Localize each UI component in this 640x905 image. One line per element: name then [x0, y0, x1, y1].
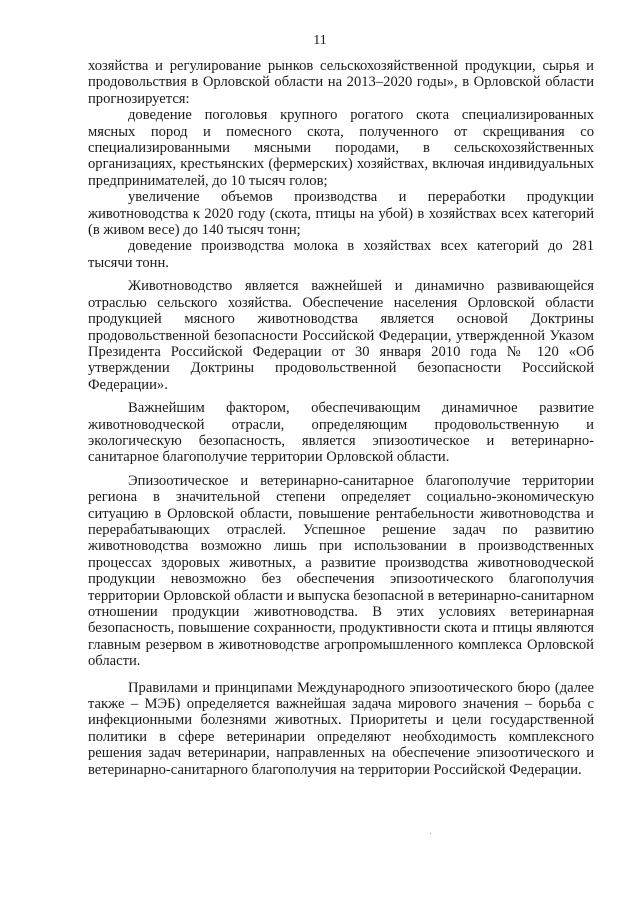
paragraph-cattle-target: доведение поголовья крупного рогатого скота специализированных мясных пород и помесного скота, полученного от скрещивания со специализированными мясными породами, в сельскохозяйственных организациях, крестьянских (фермерских) хозяйствах, включая индивидуальных предпринимателей, до 10 тысяч голов;: [88, 107, 594, 189]
paragraph-key-factor: Важнейшим фактором, обеспечивающим динамичное развитие животноводческой отрасли, определяющим продовольственную и экологическую безопасность, является эпизоотическое и ветеринарно-санитарное благополучие территории Орловской области.: [88, 400, 594, 466]
paragraph-program-forecast: хозяйства и регулирование рынков сельскохозяйственной продукции, сырья и продовольствия в Орловской области на 2013–2020 годы», в Орловской области прогнозируется:: [88, 58, 594, 107]
paragraph-livestock-importance: Животноводство является важнейшей и динамично развивающейся отраслью сельского хозяйства. Обеспечение населения Орловской области продукцией мясного животноводства является основой Доктрины продовольственной безопасности Российской Федерации, утвержденной Указом Президента Российской Федерации от 30 января 2010 года № 120 «Об утверждении Доктрины продовольственной безопасности Российской Федерации».: [88, 278, 594, 393]
paragraph-meat-production-target: увеличение объемов производства и переработки продукции животноводства к 2020 году (скота, птицы на убой) в хозяйствах всех категорий (в живом весе) до 140 тысяч тонн;: [88, 189, 594, 239]
page-number: 11: [313, 33, 327, 48]
scan-speck: [430, 833, 431, 834]
paragraph-oie-rules: Правилами и принципами Международного эпизоотического бюро (далее также – МЭБ) определяется важнейшая задача мирового значения – борьба с инфекционными болезнями животных. Приоритеты и цели государственной политики в сфере ветеринарии определяют необходимость комплексного решения задач ветеринарии, направленных на обеспечение эпизоотического и ветеринарно-санитарного благополучия на территории Российской Федерации.: [88, 679, 594, 778]
paragraph-veterinary-wellbeing: Эпизоотическое и ветеринарно-санитарное благополучие территории региона в значительной степени определяет социально-экономическую ситуацию в Орловской области, повышение рентабельности животноводства и перерабатывающих отраслей. Успешное решение задач по развитию животноводства возможно лишь при использовании в производственных процессах здоровых животных, а развитие производства животноводческой продукции невозможно без обеспечения эпизоотического благополучия территории Орловской области и выпуска безопасной в ветеринарно-санитарном отношении продукции животноводства. В этих условиях ветеринарная безопасность, повышение сохранности, продуктивности скота и птицы являются главным резервом в животноводстве агропромышленного комплекса Орловской области.: [88, 472, 594, 670]
paragraph-milk-production-target: доведение производства молока в хозяйствах всех категорий до 281 тысячи тонн.: [88, 238, 594, 271]
document-body: [88, 58, 594, 778]
